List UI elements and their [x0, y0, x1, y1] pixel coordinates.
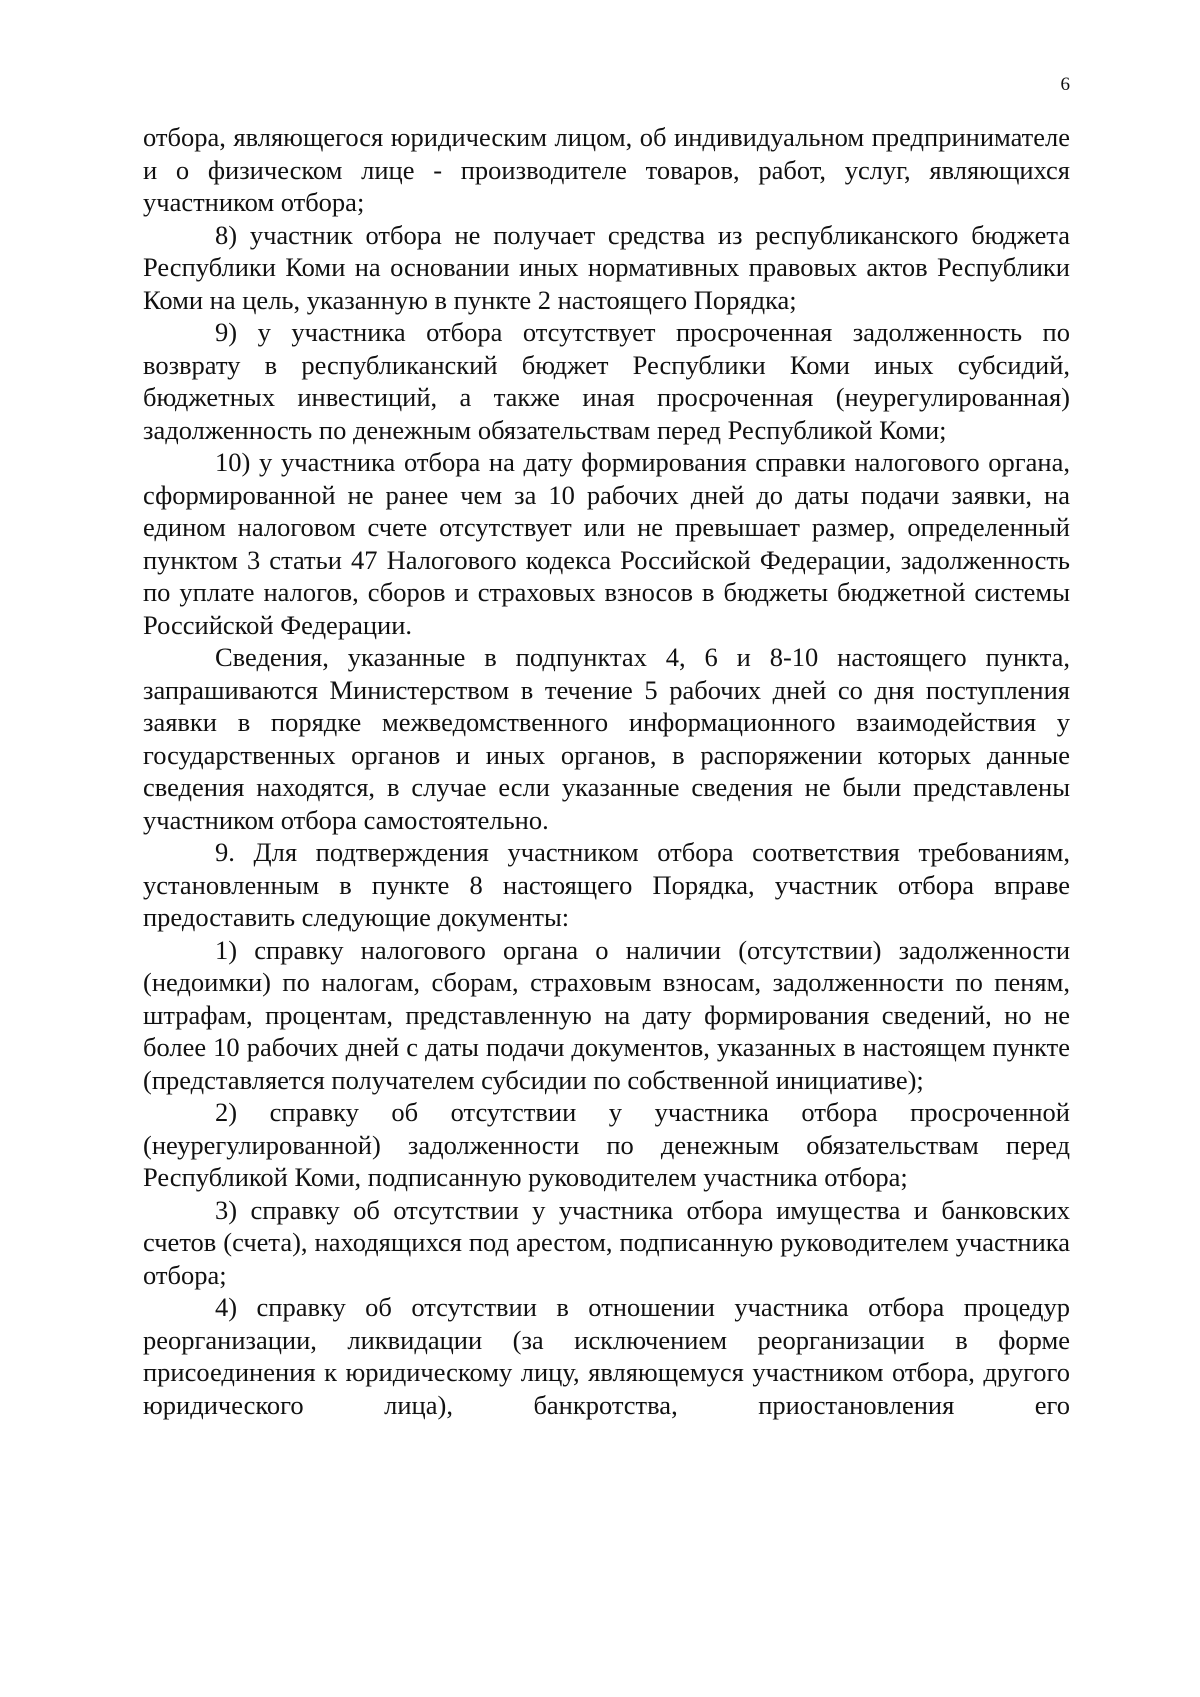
paragraph-continuation: отбора, являющегося юридическим лицом, об индивидуальном предпринимателе и о физическом лице - производителе товаров, работ, услуг, являющихся участником отбора; [143, 122, 1070, 217]
paragraph-document-4: 4) справку об отсутствии в отношении участника отбора процедур реорганизации, ликвидации (за исключением реорганизации в форме присоединения к юридическому лицу, являющемуся участником отбора, другого юридического лица), банкротства, приостановления его [143, 1292, 1070, 1420]
document-body [143, 121, 1070, 1421]
page-number: 6 [1060, 74, 1070, 95]
paragraph-item-10: 10) у участника отбора на дату формирования справки налогового органа, сформированной не ранее чем за 10 рабочих дней до даты подачи заявки, на едином налоговом счете отсутствует или не превышает размер, определенный пунктом 3 статьи 47 Налогового кодекса Российской Федерации, задолженность по уплате налогов, сборов и страховых взносов в бюджеты бюджетной системы Российской Федерации. [143, 447, 1070, 640]
paragraph-document-2: 2) справку об отсутствии у участника отбора просроченной (неурегулированной) задолженности по денежным обязательствам перед Республикой Коми, подписанную руководителем участника отбора; [143, 1097, 1070, 1192]
paragraph-document-1: 1) справку налогового органа о наличии (отсутствии) задолженности (недоимки) по налогам, сборам, страховым взносам, задолженности по пеням, штрафам, процентам, представленную на дату формирования сведений, но не более 10 рабочих дней с даты подачи документов, указанных в настоящем пункте (представляется получателем субсидии по собственной инициативе); [143, 934, 1070, 1095]
paragraph-section-9: 9. Для подтверждения участником отбора соответствия требованиям, установленным в пункте 8 настоящего Порядка, участник отбора вправе предоставить следующие документы: [143, 837, 1070, 932]
paragraph-document-3: 3) справку об отсутствии у участника отбора имущества и банковских счетов (счета), находящихся под арестом, подписанную руководителем участника отбора; [143, 1194, 1070, 1290]
paragraph-item-9: 9) у участника отбора отсутствует просроченная задолженность по возврату в республиканский бюджет Республики Коми иных субсидий, бюджетных инвестиций, а также иная просроченная (неурегулированная) задолженность по денежным обязательствам перед Республикой Коми; [143, 317, 1070, 445]
paragraph-information-request: Сведения, указанные в подпунктах 4, 6 и 8-10 настоящего пункта, запрашиваются Министерством в течение 5 рабочих дней со дня поступления заявки в порядке межведомственного информационного взаимодействия у государственных органов и иных органов, в распоряжении которых данные сведения находятся, в случае если указанные сведения не были представлены участником отбора самостоятельно. [143, 642, 1070, 835]
paragraph-item-8: 8) участник отбора не получает средства из республиканского бюджета Республики Коми на основании иных нормативных правовых актов Республики Коми на цель, указанную в пункте 2 настоящего Порядка; [143, 219, 1070, 315]
